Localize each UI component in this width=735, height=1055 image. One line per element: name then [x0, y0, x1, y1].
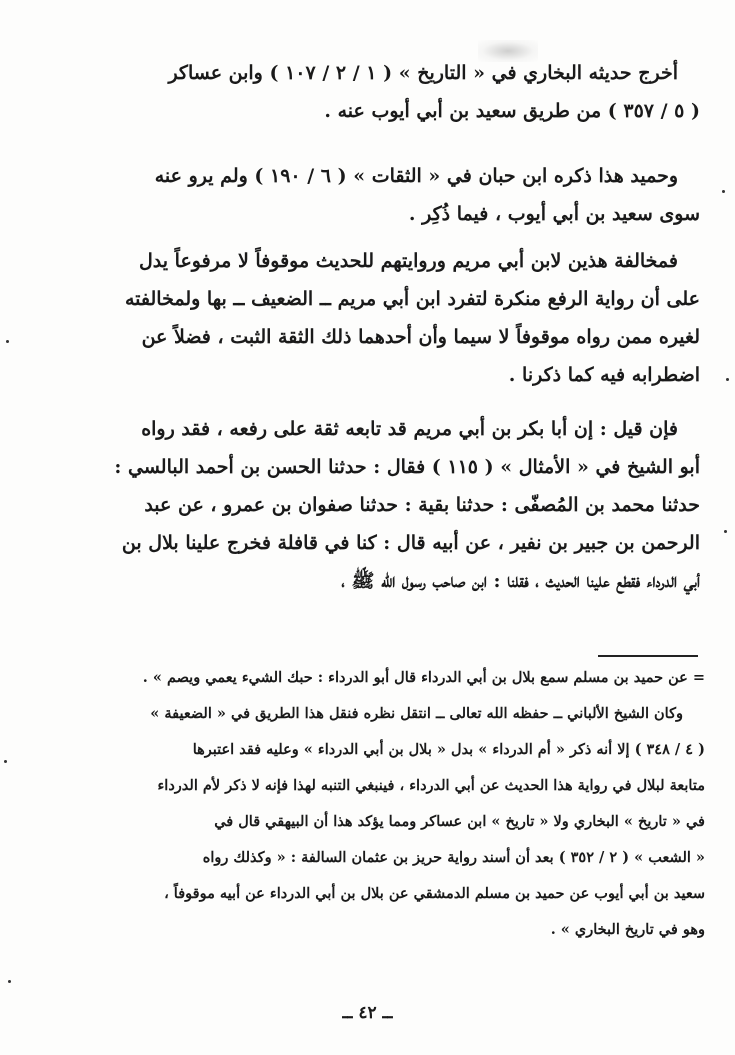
paragraph-line: فإن قيل : إن أبا بكر بن أبي مريم قد تابعه ثقة على رفعه ، فقد رواه — [141, 418, 678, 440]
footnote-line: = عن حميد بن مسلم سمع بلال بن أبي الدرداء قال أبو الدرداء : حبك الشيء يعمي ويصم » . — [142, 669, 705, 686]
footnote-separator — [598, 655, 698, 657]
scan-speck — [726, 378, 729, 381]
footnote-line: ( ٤ / ٣٤٨ ) إلا أنه ذكر « أم الدرداء » بدل « بلال بن أبي الدرداء » وعليه فقد اعتبرها — [192, 741, 705, 758]
scan-speck — [8, 980, 11, 983]
scan-speck — [4, 760, 7, 763]
paragraph-3 — [110, 242, 700, 394]
paragraph-4 — [110, 410, 700, 600]
footnote-line: في « تاريخ » البخاري ولا « تاريخ » ابن عساكر ومما يؤكد هذا أن البيهقي قال في — [214, 813, 705, 830]
footnote-line: سعيد بن أبي أيوب عن حميد بن مسلم الدمشقي عن بلال بن أبي الدرداء عن أبيه موقوفاً ، — [164, 885, 705, 902]
paragraph-line: وحميد هذا ذكره ابن حبان في « الثقات » ( ٦ / ١٩٠ ) ولم يرو عنه — [154, 165, 678, 187]
footnote-line: متابعة لبلال في رواية هذا الحديث عن أبي الدرداء ، فينبغي التنبه لهذا فإنه لا ذكر لأم الدرداء — [157, 777, 705, 794]
paragraph-line: حدثنا محمد بن المُصفّى : حدثنا بقية : حدثنا صفوان بن عمرو ، عن عبد — [144, 494, 700, 516]
paragraph-2 — [110, 157, 700, 233]
footnotes — [110, 660, 705, 948]
footnote-line: وكان الشيخ الألباني ــ حفظه الله تعالى ــ انتقل نظره فنقل هذا الطريق في « الضعيفة » — [150, 705, 683, 722]
paragraph-line: على أن رواية الرفع منكرة لتفرد ابن أبي مريم ــ الضعيف ــ بها ولمخالفته — [124, 288, 700, 310]
paragraph-line: أبي الدرداء فقطع علينا الحديث ، فقلنا : ابن صاحب رسول الله ﷺ ، — [341, 570, 700, 592]
footnote-line: وهو في تاريخ البخاري » . — [550, 921, 705, 938]
paragraph-line: لغيره ممن رواه موقوفاً لا سيما وأن أحدهما ذلك الثقة الثبت ، فضلاً عن — [141, 326, 700, 348]
paragraph-line: الرحمن بن جبير بن نفير ، عن أبيه قال : كنا في قافلة فخرج علينا بلال بن — [121, 532, 700, 554]
page-number: ــ ٤٢ ــ — [342, 1003, 393, 1023]
paragraph-line: اضطرابه فيه كما ذكرنا . — [508, 364, 700, 386]
paragraph-line: فمخالفة هذين لابن أبي مريم وروايتهم للحديث موقوفاً لا مرفوعاً يدل — [138, 250, 678, 272]
paragraph-1 — [110, 54, 700, 130]
paragraph-line: سوى سعيد بن أبي أيوب ، فيما ذُكِر . — [408, 203, 700, 225]
paragraph-line: ( ٥ / ٣٥٧ ) من طريق سعيد بن أبي أيوب عنه . — [324, 100, 700, 122]
scan-speck — [724, 530, 727, 533]
scan-speck — [6, 340, 9, 343]
paragraph-line: أخرج حديثه البخاري في « التاريخ » ( ١ / ٢ / ١٠٧ ) وابن عساكر — [168, 62, 678, 84]
paragraph-line: أبو الشيخ في « الأمثال » ( ١١٥ ) فقال : حدثنا الحسن بن أحمد البالسي : — [114, 456, 700, 478]
scan-speck — [722, 190, 725, 193]
footnote-line: « الشعب » ( ٢ / ٣٥٢ ) بعد أن أسند رواية حريز بن عثمان السالفة : « وكذلك رواه — [202, 849, 705, 866]
